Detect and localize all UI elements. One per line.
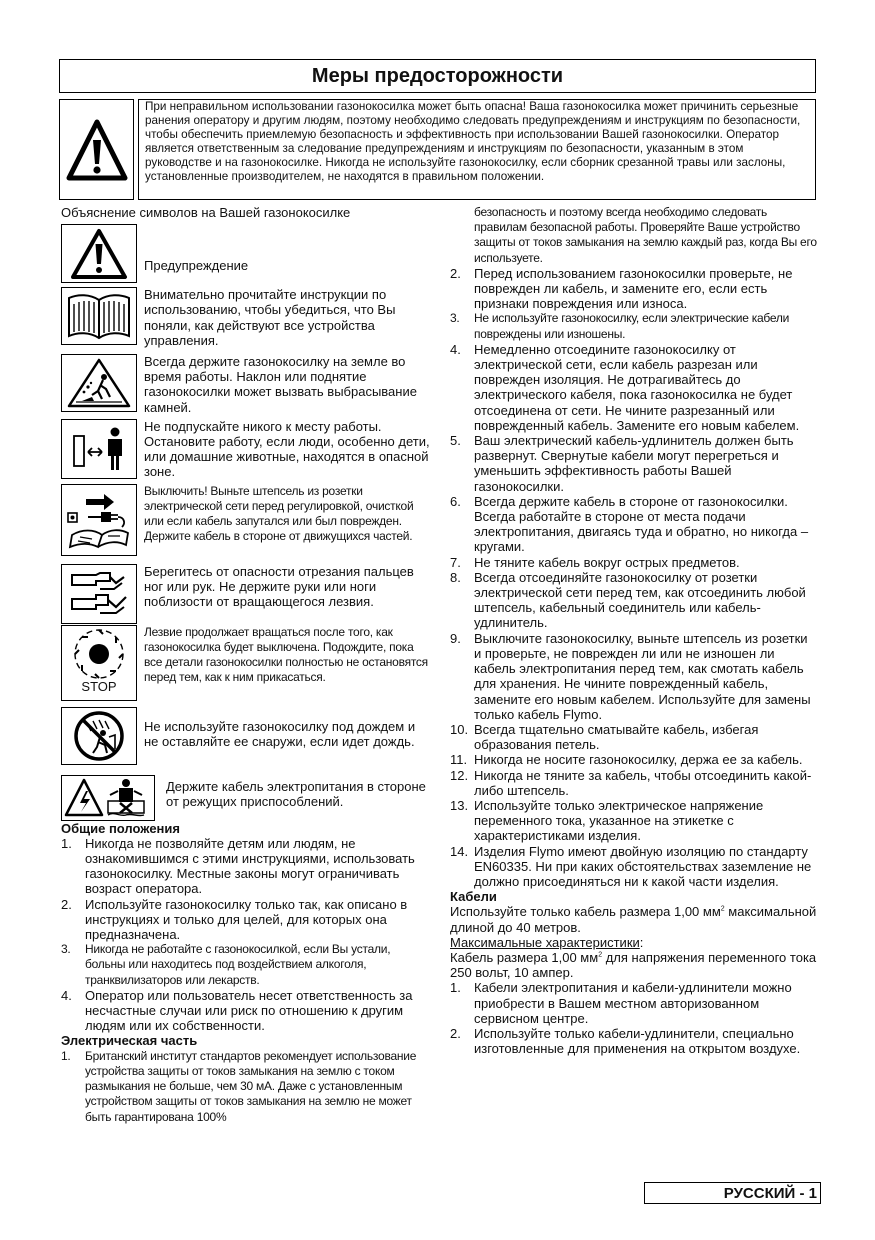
list-item: 14. Изделия Flymo имеют двойную изоляцию по стандарту EN60335. Ни при каких обстоятельствах заземление не должно присоединяться ни к какой части изделия. xyxy=(450,843,812,889)
max-characteristics-heading: Максимальные характеристики: xyxy=(450,934,644,950)
unplug-icon xyxy=(61,484,137,556)
left-column xyxy=(61,205,431,1125)
symbol-row-warning xyxy=(61,224,431,283)
page-footer-language: РУССКИЙ - 1 xyxy=(644,1182,821,1204)
no-rain-icon xyxy=(61,707,137,765)
general-heading: Общие положения xyxy=(61,820,180,836)
list-item-continued: безопасность и поэтому всегда необходимо следовать правилам безопасной работы. Проверяйте Ваше устройство защиты от токов замыкания на землю каждый раз, когда Вы его используете. xyxy=(474,205,817,265)
list-item: 3. Никогда не работайте с газонокосилкой, если Вы устали, больны или находитесь под воздействием алкоголя, транквилизаторов или лекарств. xyxy=(61,942,391,987)
symbol-row-electric-cable xyxy=(61,775,431,821)
electrical-list-part1 xyxy=(61,1049,431,1125)
list-item: 4. Оператор или пользователь несет ответственность за несчастные случаи или риск по отношению к другим людям или их собственности. xyxy=(61,987,413,1034)
symbol-row-blade-cut xyxy=(61,564,431,624)
warning-triangle-icon xyxy=(61,224,137,283)
list-item: 11. Никогда не носите газонокосилку, держа ее за кабель. xyxy=(450,752,803,768)
symbols-heading: Объяснение символов на Вашей газонокосилке xyxy=(61,205,351,220)
symbol-text: Внимательно прочитайте инструкции по использованию, чтобы убедиться, что Вы поняли, как действуют все устройства управления. xyxy=(144,287,396,348)
list-item: 2. Используйте только кабели-удлинители, специально изготовленные для применения на открытом воздухе. xyxy=(450,1025,801,1057)
general-list xyxy=(61,836,431,1034)
symbol-text: Держите кабель электропитания в стороне от режущих приспособлений. xyxy=(166,778,426,809)
bystander-distance-icon xyxy=(61,419,137,479)
list-item: 13. Используйте только электрическое напряжение переменного тока, указанное на этикетке с характеристиками изделия. xyxy=(450,797,764,844)
blade-cut-icon xyxy=(61,564,137,624)
symbol-text: Предупреждение xyxy=(144,258,249,274)
stop-label: STOP xyxy=(81,678,117,694)
symbol-text: Не используйте газонокосилку под дождем и не оставляйте ее снаружи, если идет дождь. xyxy=(144,718,416,749)
blade-stop-icon xyxy=(61,625,137,701)
cables-paragraph-2: Кабель размера 1,00 $мм^2$ для напряжения переменного тока 250 вольт, 10 ампер. xyxy=(450,949,817,981)
electrical-heading: Электрическая часть xyxy=(61,1033,198,1049)
symbol-text: Всегда держите газонокосилку на земле во время работы. Наклон или поднятие газонокосилки может вызвать выбрасывание камней. xyxy=(144,354,417,415)
list-item: 6. Всегда держите кабель в стороне от газонокосилки. Всегда работайте в стороне от места подачи электропитания, двигаясь туда и обратно, но никогда – кругами. xyxy=(450,493,809,555)
symbol-text: Лезвие продолжает вращаться после того, как газонокосилка будет выключена. Подождите, пока все детали газонокосилки полностью не остановятся перед тем, как к ним прикасаться. xyxy=(144,624,428,685)
list-item: 1. Никогда не позволяйте детям или людям, не ознакомившимся с этими инструкциями, использовать газонокосилку. Местные законы могут ограничивать возраст оператора. xyxy=(61,835,415,897)
symbol-row-unplug xyxy=(61,484,431,556)
symbol-text: Берегитесь от опасности отрезания пальцев ног или рук. Не держите руки или ноги поблизости от вращающегося лезвия. xyxy=(144,563,414,610)
symbol-text: Выключить! Выньте штепсель из розетки электрической сети перед регулировкой, очисткой или если кабель запутался или был поврежден. Держите кабель в стороне от движущихся частей. xyxy=(144,483,414,544)
right-column xyxy=(450,205,818,1056)
list-item: 4. Немедленно отсоедините газонокосилку от электрической сети, если кабель разрезан или поврежден изоляция. Не дотрагивайтесь до электрического кабеля, пока газонокосилка не будет отсоединена от сети. Не чините разрезанный или поврежденный кабель. Замените его новым кабелем. xyxy=(450,341,800,433)
list-item: 5. Ваш электрический кабель-удлинитель должен быть развернут. Свернутые кабели могут перегреться и уменьшить эффективность работы Вашей газонокосилки. xyxy=(450,433,794,494)
electric-cable-icon xyxy=(61,775,155,821)
symbol-text: Не подпускайте никого к месту работы. Остановите работу, если люди, особенно дети, или домашние животные, находятся в опасной зоне. xyxy=(144,418,430,480)
symbol-row-bystander xyxy=(61,419,431,480)
list-item: 2. Перед использованием газонокосилки проверьте, не поврежден ли кабель, и замените его, если есть признаки повреждения или износа. xyxy=(450,265,793,312)
list-item: 12. Никогда не тяните за кабель, чтобы отсоединить какой-либо штепсель. xyxy=(450,767,812,798)
symbol-row-manual xyxy=(61,287,431,348)
cables-list xyxy=(450,980,818,1056)
cables-heading: Кабели xyxy=(450,889,497,905)
thrown-stones-icon xyxy=(61,354,137,412)
page-title: Меры предосторожности xyxy=(59,59,816,93)
list-item: 9. Выключите газонокосилку, выньте штепсель из розетки и проверьте, не поврежден ли или не изношен ли кабель электропитания перед тем, как смотать кабель для хранения. Не чините поврежденный кабель, замените его новым кабелем. Используйте для замены только кабель Flymo. xyxy=(450,630,811,722)
manual-book-icon xyxy=(61,287,137,345)
warning-triangle-icon xyxy=(65,116,129,184)
symbol-row-thrown-stones xyxy=(61,354,431,415)
list-item: 1. Британский институт стандартов рекомендует использование устройства защиты от токов замыкания на землю с током размыкания не больше, чем 30 мА. Даже с установленным устройством защиты от токов замыкания на землю не может быть гарантирована 100% xyxy=(61,1048,417,1124)
list-item: 8. Всегда отсоединяйте газонокосилку от розетки электрической сети перед тем, как отсоединить любой штепсель, кабельный соединитель или кабель-удлинитель. xyxy=(450,569,806,631)
list-item: 3. Не используйте газонокосилку, если электрические кабели повреждены или изношены. xyxy=(450,311,790,341)
list-item: 10. Всегда тщательно сматывайте кабель, избегая образования петель. xyxy=(450,721,759,753)
list-item: 1. Кабели электропитания и кабели-удлинители можно приобрести в Вашем местном авторизованном сервисном центре. xyxy=(450,980,792,1026)
list-item: 7. Не тяните кабель вокруг острых предметов. xyxy=(450,554,740,570)
list-item: 2. Используйте газонокосилку только так, как описано в инструкциях и только для целей, для которых она предназначена. xyxy=(61,896,408,943)
intro-warning-box xyxy=(59,99,134,200)
cables-paragraph-1: Используйте только кабель размера 1,00 $мм^2$ максимальной длиной до 40 метров. xyxy=(450,904,817,935)
symbol-row-no-rain xyxy=(61,707,431,765)
electrical-list-part2 xyxy=(450,205,818,889)
intro-text: При неправильном использовании газонокосилка может быть опасна! Ваша газонокосилка может причинить серьезные ранения оператору и другим людям, поэтому необходимо следовать предупреждениям и инструкциям по безопасности, чтобы обеспечить приемлемую безопасность и эффективность при использовании Вашей газонокосилки. Оператор является ответственным за следование предупреждениям и инструкциям по безопасности, указанным в этом руководстве и на газонокосилке. Никогда не используйте газонокосилку, если сборник срезанной травы или заслоны, установленные производителем, не находятся в правильном положении. xyxy=(138,99,816,200)
symbol-row-blade-stop xyxy=(61,625,431,701)
